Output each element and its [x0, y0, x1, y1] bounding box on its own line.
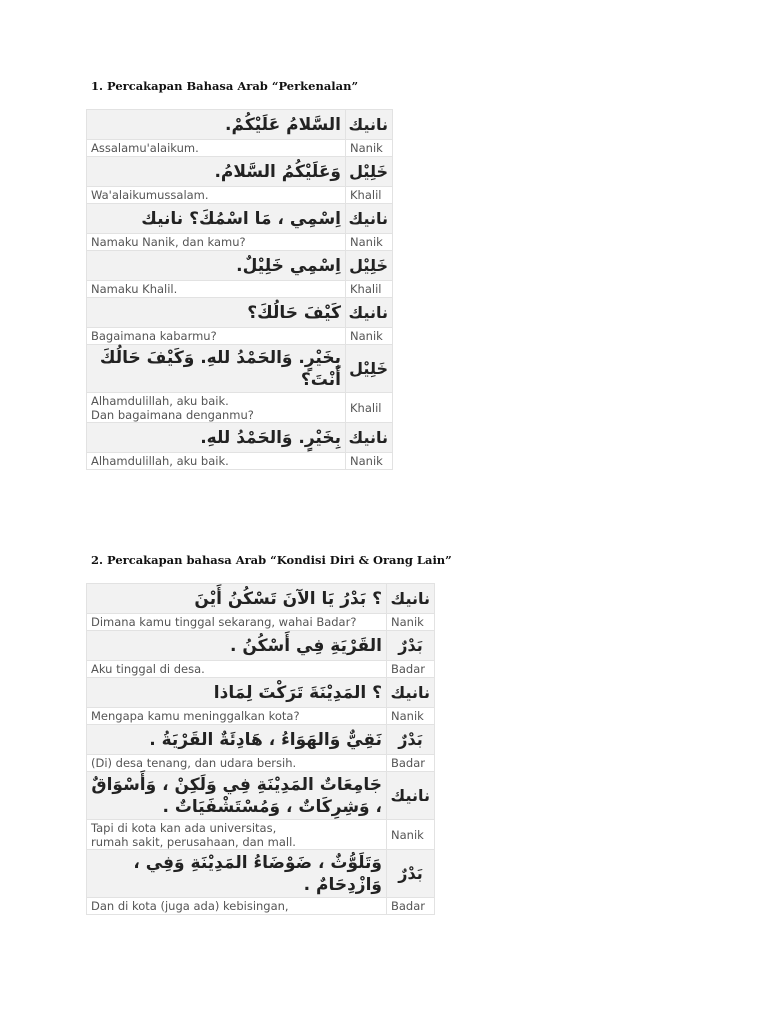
translation-row	[87, 140, 393, 157]
arabic-dialogue-row	[87, 157, 393, 187]
speaker-name: Nanik	[346, 328, 393, 345]
arabic-line: السَّلامُ عَلَيْكُمْ.	[87, 110, 346, 140]
arabic-line: ؟ المَدِيْنَةَ تَرَكْتَ لِمَاذا	[87, 678, 387, 708]
arabic-speaker-name: نانيك	[346, 298, 393, 328]
speaker-name: Badar	[387, 755, 435, 772]
arabic-dialogue-row	[87, 850, 435, 898]
translation-line: (Di) desa tenang, dan udara bersih.	[87, 755, 387, 772]
arabic-speaker-name: خَلِيْل	[346, 251, 393, 281]
translation-line: Aku tinggal di desa.	[87, 661, 387, 678]
arabic-line: وَتَلَوُّثٌ ، ضَوْضَاءُ المَدِيْنَةِ وَفِي ، وَازْدِحَامٌ .	[87, 850, 387, 898]
speaker-name: Nanik	[346, 453, 393, 470]
arabic-dialogue-row	[87, 678, 435, 708]
translation-line: Dan di kota (juga ada) kebisingan,	[87, 898, 387, 915]
speaker-name: Nanik	[346, 140, 393, 157]
arabic-line: اِسْمِي خَلِيْلٌ.	[87, 251, 346, 281]
arabic-dialogue-row	[87, 204, 393, 234]
speaker-name: Nanik	[387, 614, 435, 631]
section-title-kondisi: 2. Percakapan bahasa Arab “Kondisi Diri & Orang Lain”	[91, 553, 452, 567]
speaker-name: Khalil	[346, 393, 393, 423]
arabic-speaker-name: خَلِيْل	[346, 345, 393, 393]
translation-row	[87, 661, 435, 678]
arabic-speaker-name: نانيك	[387, 772, 435, 820]
arabic-speaker-name: نانيك	[346, 204, 393, 234]
conversation-table-kondisi	[86, 583, 435, 915]
arabic-line: القَرْيَةِ فِي أَسْكُنُ .	[87, 631, 387, 661]
translation-row	[87, 328, 393, 345]
arabic-speaker-name: خَلِيْل	[346, 157, 393, 187]
arabic-line: جَامِعَاتٌ المَدِيْنَةِ فِي وَلَكِنْ ، وَأَسْوَاقٌ ، وَشِرِكَاتٌ ، وَمُسْتَشْفَيَاتٌ .	[87, 772, 387, 820]
translation-line: Mengapa kamu meninggalkan kota?	[87, 708, 387, 725]
speaker-name: Nanik	[387, 820, 435, 850]
translation-row	[87, 281, 393, 298]
speaker-name: Khalil	[346, 187, 393, 204]
arabic-dialogue-row	[87, 298, 393, 328]
arabic-dialogue-row	[87, 772, 435, 820]
arabic-dialogue-row	[87, 110, 393, 140]
arabic-dialogue-row	[87, 345, 393, 393]
translation-line: Bagaimana kabarmu?	[87, 328, 346, 345]
arabic-speaker-name: بَدْرٌ	[387, 850, 435, 898]
arabic-line: بِخَيْرٍ. وَالحَمْدُ للهِ. وَكَيْفَ حَالُكَ أَنْتَ؟	[87, 345, 346, 393]
translation-row	[87, 755, 435, 772]
translation-row	[87, 453, 393, 470]
arabic-line: كَيْفَ حَالُكَ؟	[87, 298, 346, 328]
translation-row	[87, 898, 435, 915]
translation-line: Alhamdulillah, aku baik. Dan bagaimana denganmu?	[87, 393, 346, 423]
translation-line: Dimana kamu tinggal sekarang, wahai Badar?	[87, 614, 387, 631]
arabic-line: اِسْمِي ، مَا اسْمُكَ؟ نانيك	[87, 204, 346, 234]
translation-line: Namaku Nanik, dan kamu?	[87, 234, 346, 251]
arabic-speaker-name: نانيك	[346, 423, 393, 453]
section-title-perkenalan: 1. Percakapan Bahasa Arab “Perkenalan”	[91, 79, 359, 93]
arabic-dialogue-row	[87, 584, 435, 614]
arabic-line: نَقِيٌّ وَالهَوَاءُ ، هَادِئَةٌ القَرْيَةُ .	[87, 725, 387, 755]
speaker-name: Nanik	[346, 234, 393, 251]
arabic-speaker-name: نانيك	[346, 110, 393, 140]
translation-row	[87, 187, 393, 204]
arabic-speaker-name: نانيك	[387, 584, 435, 614]
translation-line: Namaku Khalil.	[87, 281, 346, 298]
speaker-name: Khalil	[346, 281, 393, 298]
translation-row	[87, 234, 393, 251]
translation-row	[87, 820, 435, 850]
arabic-speaker-name: بَدْرٌ	[387, 631, 435, 661]
translation-line: Wa'alaikumussalam.	[87, 187, 346, 204]
speaker-name: Nanik	[387, 708, 435, 725]
arabic-line: ؟ بَدْرُ يَا الآنَ تَسْكُنُ أَيْنَ	[87, 584, 387, 614]
arabic-speaker-name: نانيك	[387, 678, 435, 708]
translation-line: Tapi di kota kan ada universitas, rumah sakit, perusahaan, dan mall.	[87, 820, 387, 850]
translation-row	[87, 393, 393, 423]
speaker-name: Badar	[387, 898, 435, 915]
arabic-speaker-name: بَدْرٌ	[387, 725, 435, 755]
arabic-dialogue-row	[87, 423, 393, 453]
arabic-dialogue-row	[87, 725, 435, 755]
arabic-dialogue-row	[87, 631, 435, 661]
speaker-name: Badar	[387, 661, 435, 678]
arabic-dialogue-row	[87, 251, 393, 281]
arabic-line: وَعَلَيْكُمُ السَّلامُ.	[87, 157, 346, 187]
translation-row	[87, 708, 435, 725]
arabic-line: بِخَيْرٍ. وَالحَمْدُ للهِ.	[87, 423, 346, 453]
translation-row	[87, 614, 435, 631]
translation-line: Alhamdulillah, aku baik.	[87, 453, 346, 470]
translation-line: Assalamu'alaikum.	[87, 140, 346, 157]
conversation-table-perkenalan	[86, 109, 393, 470]
